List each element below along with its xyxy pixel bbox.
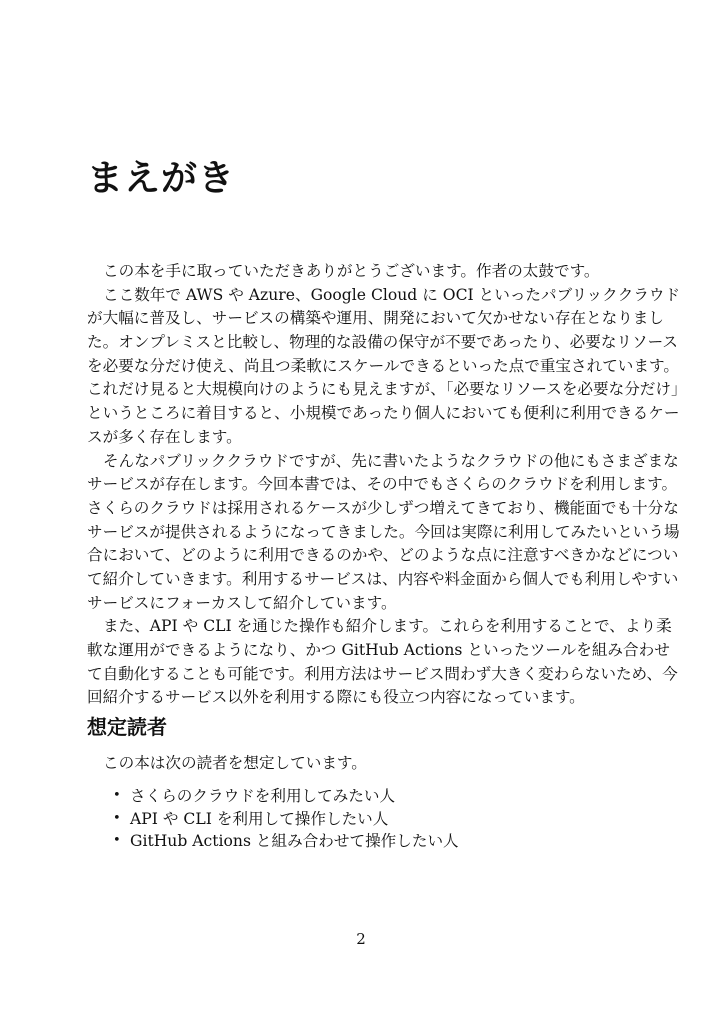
- list-item: [113, 785, 459, 808]
- page-number: 2: [356, 930, 366, 948]
- paragraph-line: て紹介していきます。利用するサービスは、内容や料金面から個人でも利用しやすい: [87, 569, 679, 588]
- paragraph-line: この本を手に取っていただきありがとうございます。作者の太鼓です。: [103, 262, 600, 280]
- paragraph-line: を必要な分だけ使え、尚且つ柔軟にスケールできるといった点で重宝されています。: [87, 356, 679, 375]
- paragraph-line: 軟な運用ができるようになり、かつ GitHub Actions といったツールを組み合わせ: [87, 641, 670, 659]
- paragraph-line: サービスが存在します。今回本書では、その中でもさくらのクラウドを利用します。: [87, 475, 678, 494]
- bullet-icon: •: [113, 833, 121, 848]
- list-item: [113, 830, 459, 853]
- paragraph-line: た。オンプレミスと比較し、物理的な設備の保守が不要であったり、必要なリソース: [87, 333, 679, 352]
- paragraph-line: サービスにフォーカスして紹介しています。: [87, 593, 397, 612]
- reader-list: [113, 785, 459, 853]
- bullet-icon: •: [113, 788, 121, 803]
- section-heading: 想定読者: [87, 715, 167, 739]
- list-item-text: さくらのクラウドを利用してみたい人: [130, 787, 396, 805]
- paragraph-line: そんなパブリッククラウドですが、先に書いたようなクラウドの他にもさまざまな: [103, 451, 679, 470]
- bullet-icon: •: [113, 810, 121, 826]
- list-item-text: GitHub Actions と組み合わせて操作したい人: [130, 832, 459, 850]
- paragraph-line: が大幅に普及し、サービスの構築や運用、開発において欠かせない存在となりまし: [87, 309, 664, 328]
- paragraph-line: また、API や CLI を通じた操作も紹介します。これらを利用することで、より柔: [103, 617, 672, 636]
- page-title: まえがき: [87, 158, 236, 199]
- list-item: [113, 808, 459, 831]
- paragraph-line: 回紹介するサービス以外を利用する際にも役立つ内容になっています。: [87, 688, 585, 707]
- paragraph-line: さくらのクラウドは採用されるケースが少しずつ増えてきており、機能面でも十分な: [87, 498, 679, 517]
- paragraph-line: て自動化することも可能です。利用方法はサービス問わず大きく変わらないため、今: [87, 664, 678, 683]
- paragraph-line: サービスが提供されるようになってきました。今回は実際に利用してみたいという場: [87, 522, 680, 541]
- preface-body: [87, 260, 687, 710]
- paragraph-line: ここ数年で AWS や Azure、Google Cloud に OCI といったパブリッククラウド: [103, 285, 681, 304]
- paragraph-line: スが多く存在します。: [87, 427, 242, 446]
- list-item-text: API や CLI を利用して操作したい人: [130, 809, 389, 828]
- section-intro: この本は次の読者を想定しています。: [103, 754, 367, 772]
- paragraph-line: 合において、どのように利用できるのかや、どのような点に注意すべきかなどについ: [87, 546, 679, 565]
- paragraph-line: というところに着目すると、小規模であったり個人においても便利に利用できるケー: [87, 404, 680, 423]
- paragraph-line: これだけ見ると大規模向けのようにも見えますが、「必要なリソースを必要な分だけ」: [87, 380, 687, 399]
